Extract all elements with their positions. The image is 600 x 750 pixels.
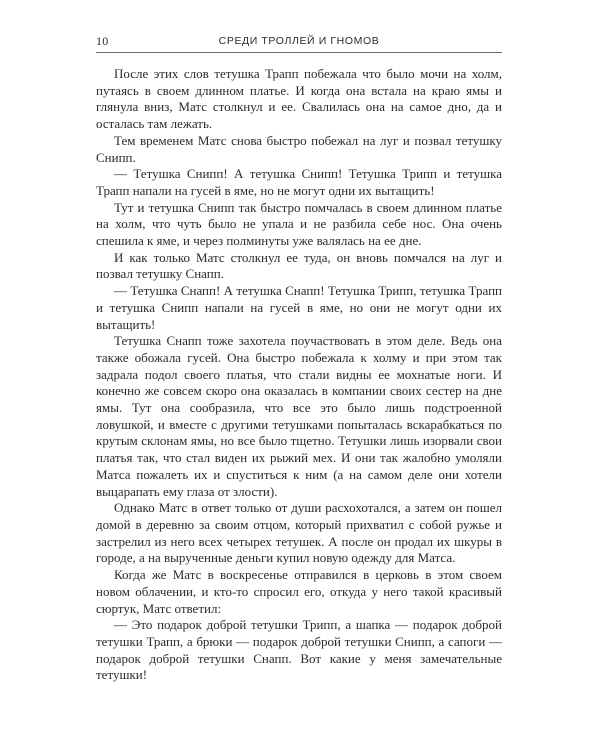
running-header xyxy=(96,30,502,53)
running-title: СРЕДИ ТРОЛЛЕЙ И ГНОМОВ xyxy=(218,35,380,47)
paragraph: Тетушка Снапп тоже захотела поучаствовать в этом деле. Ведь она также обожала гусей. Она быстро побежала к холму и при этом так задрала подол своего платья, что стали видны ее мохнатые ноги. И конечно же совсем скоро она оказалась в компании своих сестер на дне ямы. Тут она сообразила, что все это было лишь подстроенной ловушкой, и вместе с другими тетушками попыталась вскарабкаться по крутым склонам ямы, но все было тщетно. Тетушки лишь изорвали свои платья так, что стал виден их рыжий мех. И они так жалобно умоляли Матса пожалеть их и спуститься к ним (а на самом деле они хотели выцарапать ему глаза от злости). xyxy=(96,333,502,499)
paragraph: Тем временем Матс снова быстро побежал на луг и позвал тетушку Снипп. xyxy=(96,132,502,165)
paragraph: Однако Матс в ответ только от души расхохотался, а затем он пошел домой в деревню за своим отцом, который прихватил с собой ружье и застрелил из него всех четырех тетушек. А после он продал их шкуры в городе, а на вырученные деньги купил новую одежду для Матса. xyxy=(96,500,502,566)
paragraph: Тут и тетушка Снипп так быстро помчалась в своем длинном платье на холм, что чуть было не упала и не разбила себе нос. Она очень спешила к яме, и через полминуты уже валялась на ее дне. xyxy=(96,199,502,249)
paragraph: И как только Матс столкнул ее туда, он вновь помчался на луг и позвал тетушку Снапп. xyxy=(96,249,502,282)
paragraph: Когда же Матс в воскресенье отправился в церковь в этом своем новом облачении, и кто-то спросил его, откуда у него такой красивый сюртук, Матс ответил: xyxy=(96,567,502,616)
paragraph: — Это подарок доброй тетушки Трипп, а шапка — подарок доброй тетушки Трапп, а брюки — подарок доброй тетушки Снипп, а сапоги — подарок доброй тетушки Снапп. Вот какие у меня замечательные тетушки! xyxy=(96,617,502,683)
body-text xyxy=(96,66,502,684)
paragraph: После этих слов тетушка Трапп побежала что было мочи на холм, путаясь в своем длинном платье. И когда она встала на краю ямы и глянула вниз, Матс столкнул и ее. Свалилась она на самое дно, да и осталась там лежать. xyxy=(96,66,502,132)
paragraph: — Тетушка Снипп! А тетушка Снипп! Тетушка Трипп и тетушка Трапп напали на гусей в яме, но не могут одни их вытащить! xyxy=(96,166,502,198)
paragraph: — Тетушка Снапп! А тетушка Снапп! Тетушка Трипп, тетушка Трапп и тетушка Снипп напали на гусей в яме, но они не могут одни их вытащить! xyxy=(96,283,502,332)
page-number: 10 xyxy=(96,34,109,48)
